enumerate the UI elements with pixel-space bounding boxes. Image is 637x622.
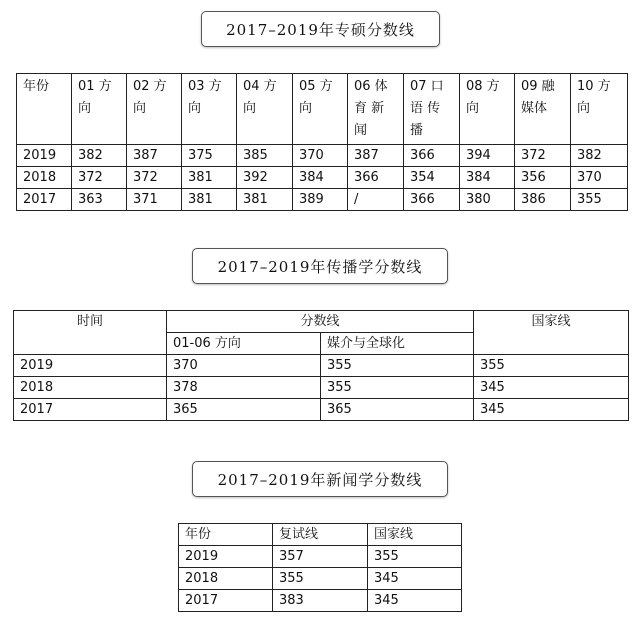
score-cell: 372 — [72, 167, 127, 189]
table-header-row — [14, 311, 629, 333]
score-cell: 382 — [72, 145, 127, 167]
score-cell: 387 — [127, 145, 182, 167]
score-cell: 356 — [515, 167, 571, 189]
score-cell: 357 — [273, 546, 368, 568]
score-cell: 355 — [273, 568, 368, 590]
year-cell: 2018 — [14, 377, 167, 399]
score-cell: 392 — [237, 167, 293, 189]
table-header-row — [17, 74, 628, 145]
table-row — [179, 546, 462, 568]
year-cell: 2018 — [17, 167, 72, 189]
header-cell: 04 方 向 — [237, 74, 293, 145]
score-cell: 345 — [368, 568, 462, 590]
score-cell: 381 — [237, 189, 293, 211]
year-cell: 2017 — [14, 399, 167, 421]
table-row — [17, 145, 628, 167]
section1-title: 2017–2019年专硕分数线 — [201, 11, 440, 47]
score-cell: 355 — [321, 355, 474, 377]
header-cell: 02 方 向 — [127, 74, 182, 145]
table-row — [17, 167, 628, 189]
header-cell: 06 体 育 新 闻 — [348, 74, 404, 145]
score-cell: 365 — [321, 399, 474, 421]
score-cell: 387 — [348, 145, 404, 167]
score-cell: 345 — [368, 590, 462, 612]
score-cell: 394 — [460, 145, 515, 167]
score-cell: 355 — [571, 189, 628, 211]
subheader-media: 媒介与全球化 — [321, 333, 474, 355]
score-cell: 381 — [182, 167, 237, 189]
score-cell: 383 — [273, 590, 368, 612]
score-cell: 345 — [474, 377, 629, 399]
score-cell: 355 — [321, 377, 474, 399]
score-cell: 389 — [293, 189, 348, 211]
header-cell: 复试线 — [273, 524, 368, 546]
table-row — [14, 355, 629, 377]
header-cell: 03 方 向 — [182, 74, 237, 145]
score-cell: 372 — [127, 167, 182, 189]
header-cell: 年份 — [179, 524, 273, 546]
score-cell: 366 — [348, 167, 404, 189]
table-row — [14, 399, 629, 421]
journalism-score-table — [178, 523, 462, 612]
year-cell: 2018 — [179, 568, 273, 590]
score-cell: 382 — [571, 145, 628, 167]
professional-master-score-table — [16, 73, 628, 211]
year-cell: 2019 — [14, 355, 167, 377]
communication-score-table — [13, 310, 629, 421]
year-cell: 2019 — [17, 145, 72, 167]
score-cell: 365 — [167, 399, 321, 421]
header-cell: 07 口 语 传 播 — [404, 74, 460, 145]
score-cell: 381 — [182, 189, 237, 211]
score-cell: 375 — [182, 145, 237, 167]
score-cell: 370 — [571, 167, 628, 189]
score-cell: 384 — [460, 167, 515, 189]
header-cell: 国家线 — [368, 524, 462, 546]
year-cell: 2017 — [17, 189, 72, 211]
header-cell: 09 融 媒体 — [515, 74, 571, 145]
header-cell: 01 方 向 — [72, 74, 127, 145]
table-header-row — [179, 524, 462, 546]
score-cell: 363 — [72, 189, 127, 211]
section3-title: 2017–2019年新闻学分数线 — [192, 461, 448, 497]
score-cell: / — [348, 189, 404, 211]
score-cell: 345 — [474, 399, 629, 421]
table-row — [179, 568, 462, 590]
score-cell: 378 — [167, 377, 321, 399]
year-cell: 2019 — [179, 546, 273, 568]
score-cell: 355 — [368, 546, 462, 568]
score-cell: 371 — [127, 189, 182, 211]
header-national: 国家线 — [474, 311, 629, 355]
subheader-01-06: 01-06 方向 — [167, 333, 321, 355]
score-cell: 355 — [474, 355, 629, 377]
section2-title: 2017–2019年传播学分数线 — [192, 248, 448, 284]
header-cell: 05 方 向 — [293, 74, 348, 145]
table-row — [17, 189, 628, 211]
header-cell: 年份 — [17, 74, 72, 145]
score-cell: 384 — [293, 167, 348, 189]
header-cell: 10 方 向 — [571, 74, 628, 145]
score-cell: 354 — [404, 167, 460, 189]
year-cell: 2017 — [179, 590, 273, 612]
score-cell: 380 — [460, 189, 515, 211]
score-cell: 370 — [167, 355, 321, 377]
score-cell: 385 — [237, 145, 293, 167]
score-cell: 370 — [293, 145, 348, 167]
header-time: 时间 — [14, 311, 167, 355]
score-cell: 372 — [515, 145, 571, 167]
table-row — [14, 377, 629, 399]
score-cell: 366 — [404, 145, 460, 167]
header-cell: 08 方 向 — [460, 74, 515, 145]
score-cell: 386 — [515, 189, 571, 211]
header-score: 分数线 — [167, 311, 474, 333]
table-row — [179, 590, 462, 612]
score-cell: 366 — [404, 189, 460, 211]
